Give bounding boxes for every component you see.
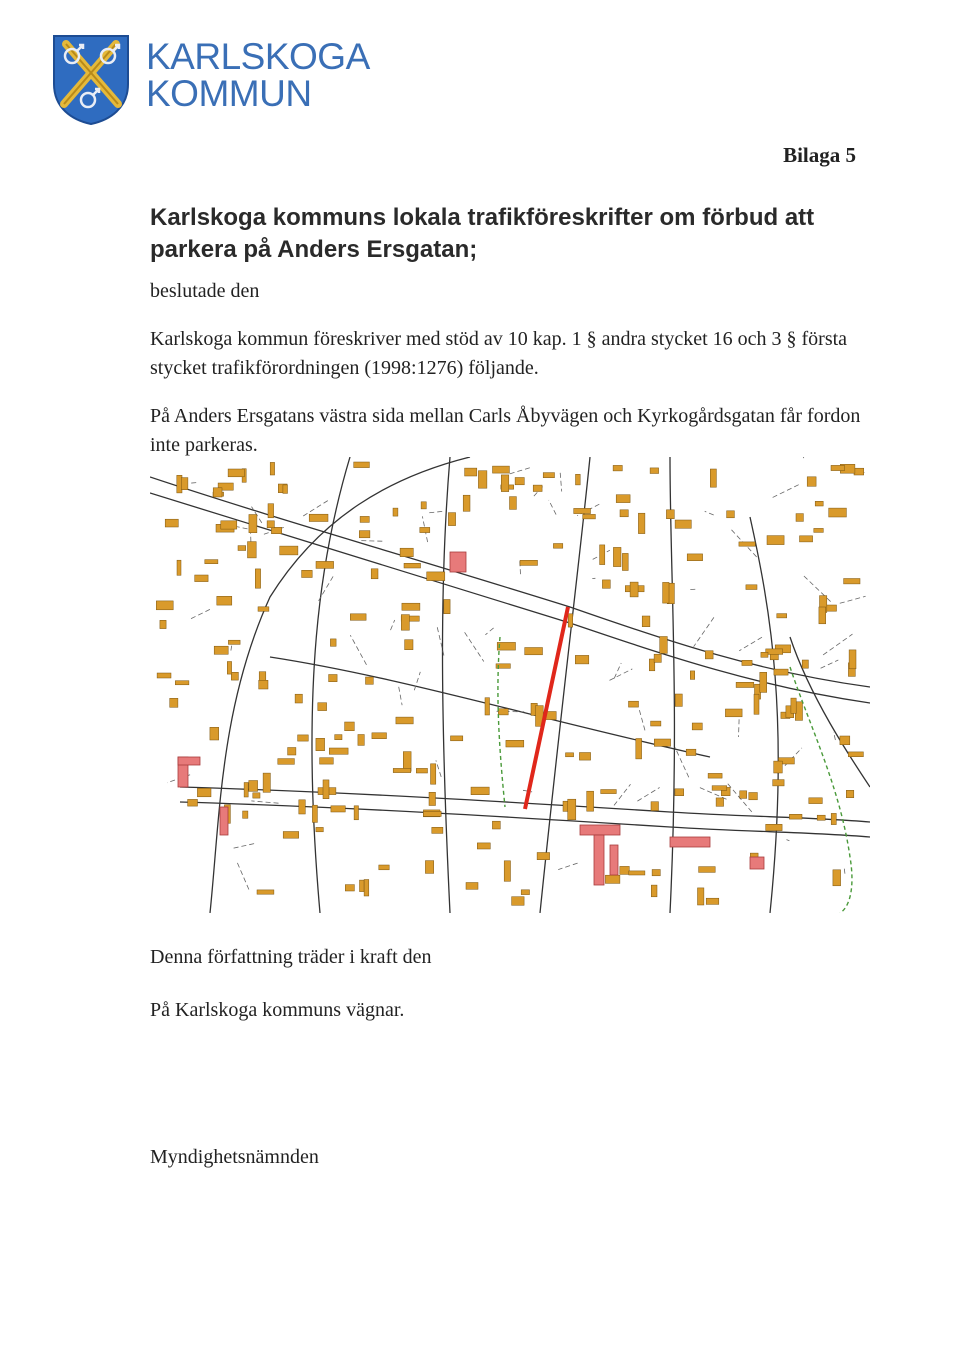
- organization-name-line1: KARLSKOGA: [146, 36, 370, 77]
- attachment-label: Bilaga 5: [783, 143, 856, 167]
- coat-of-arms-icon: [52, 34, 130, 126]
- decided-label: beslutade den: [150, 280, 260, 302]
- district-map: [150, 457, 870, 913]
- effective-date-line: Denna författning träder i kraft den: [150, 946, 432, 968]
- document-title: Karlskoga kommuns lokala trafikföreskrifter om förbud att parkera på Anders Ersgatan;: [150, 204, 815, 263]
- organization-name-line2: KOMMUN: [146, 73, 312, 114]
- rule-paragraph: På Anders Ersgatans västra sida mellan Carls Åbyvägen och Kyrkogårdsgatan får fordon inte parkeras.: [150, 405, 861, 456]
- organization-name: [146, 38, 370, 112]
- on-behalf-line: På Karlskoga kommuns vägnar.: [150, 999, 405, 1021]
- intro-paragraph: Karlskoga kommun föreskriver med stöd av 10 kap. 1 § andra stycket 16 och 3 § första stycket trafikförordningen (1998:1276) följande.: [150, 328, 848, 379]
- authority-name: Myndighetsnämnden: [150, 1146, 319, 1168]
